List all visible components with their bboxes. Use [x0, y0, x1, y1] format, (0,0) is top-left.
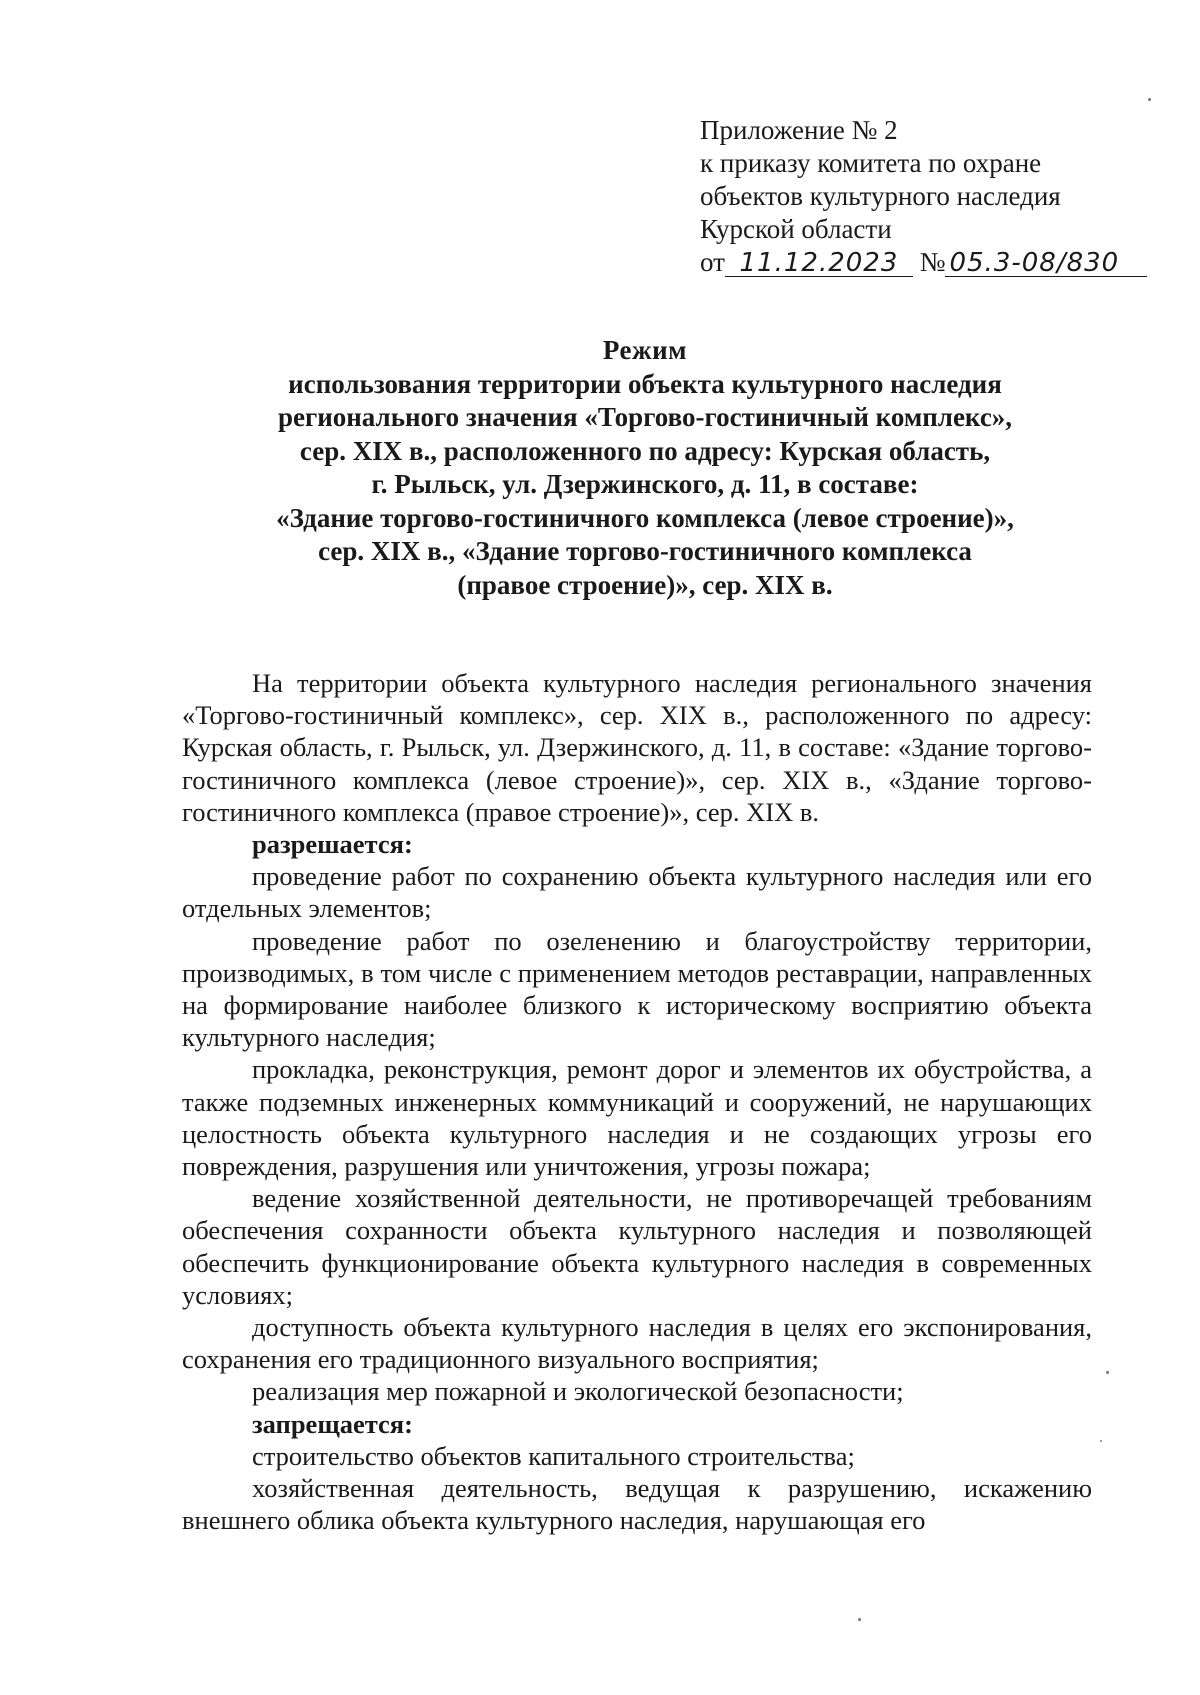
order-number: 05.3-08/830	[945, 250, 1147, 277]
scan-speck	[858, 1618, 861, 1621]
order-date: 11.12.2023	[725, 250, 913, 277]
title-line: использования территории объекта культурного наследия	[288, 368, 1002, 399]
number-prefix: №	[919, 247, 946, 277]
document-title	[180, 334, 1110, 602]
appendix-order-line: к приказу комитета по охране	[700, 148, 1042, 178]
forbidden-label: запрещается:	[252, 1408, 413, 1439]
allowed-item: проведение работ по сохранению объекта культурного наследия или его отдельных элементов;	[182, 861, 1092, 924]
title-line: сер. XIX в., расположенного по адресу: Курская область,	[299, 435, 991, 466]
allowed-item: проведение работ по озеленению и благоустройству территории, производимых, в том числе с применением методов реставрации, направленных на формирование наиболее близкого к историческому восприятию объекта культурного наследия;	[182, 925, 1092, 1053]
title-line: г. Рыльск, ул. Дзержинского, д. 11, в составе:	[371, 469, 919, 499]
title-line: сер. XIX в., «Здание торгово-гостиничного комплекса	[318, 536, 972, 566]
allowed-item: доступность объекта культурного наследия в целях его экспонирования, сохранения его традиционного визуального восприятия;	[182, 1312, 1092, 1375]
scan-speck	[1148, 98, 1151, 101]
scan-speck	[1100, 1440, 1102, 1442]
forbidden-item: строительство объектов капитального строительства;	[252, 1440, 855, 1471]
title-line: (правое строение)», сер. XIX в.	[457, 569, 833, 600]
title-line: «Здание торгово-гостиничного комплекса (левое строение)»,	[276, 502, 1014, 533]
appendix-region-line: Курской области	[700, 214, 892, 244]
intro-paragraph: На территории объекта культурного наследия регионального значения «Торгово-гостиничный комплекс», сер. XIX в., расположенного по адресу: Курская область, г. Рыльск, ул. Дзержинского, д. 11, в составе: «Здание торгово-гостиничного комплекса (левое строение)», сер. XIX в., «Здание торгово-гостиничного комплекса (правое строение)», сер. XIX в.	[182, 668, 1092, 827]
appendix-number: Приложение № 2	[700, 115, 898, 145]
title-line: регионального значения «Торгово-гостиничный комплекс»,	[277, 402, 1013, 432]
appendix-reference	[700, 114, 1160, 279]
allowed-item: реализация мер пожарной и экологической безопасности;	[252, 1376, 904, 1407]
appendix-date-number-line	[700, 246, 1160, 279]
allowed-item: ведение хозяйственной деятельности, не противоречащей требованиям обеспечения сохранности объекта культурного наследия и позволяющей обеспечить функционирование объекта культурного наследия в современных условиях;	[182, 1183, 1092, 1310]
document-body	[182, 667, 1092, 1536]
title-heading: Режим	[602, 335, 688, 365]
date-prefix: от	[700, 247, 725, 277]
allowed-item: прокладка, реконструкция, ремонт дорог и элементов их обустройства, а также подземных инженерных коммуникаций и сооружений, не нарушающих целостность объекта культурного наследия и не создающих угрозы его повреждения, разрушения или уничтожения, угрозы пожара;	[182, 1054, 1092, 1182]
allowed-label: разрешается:	[252, 829, 413, 860]
forbidden-item: хозяйственная деятельность, ведущая к разрушению, искажению внешнего облика объекта культурного наследия, нарушающая его	[182, 1473, 1092, 1536]
scan-speck	[1106, 1371, 1109, 1374]
appendix-committee-line: объектов культурного наследия	[700, 181, 1061, 211]
